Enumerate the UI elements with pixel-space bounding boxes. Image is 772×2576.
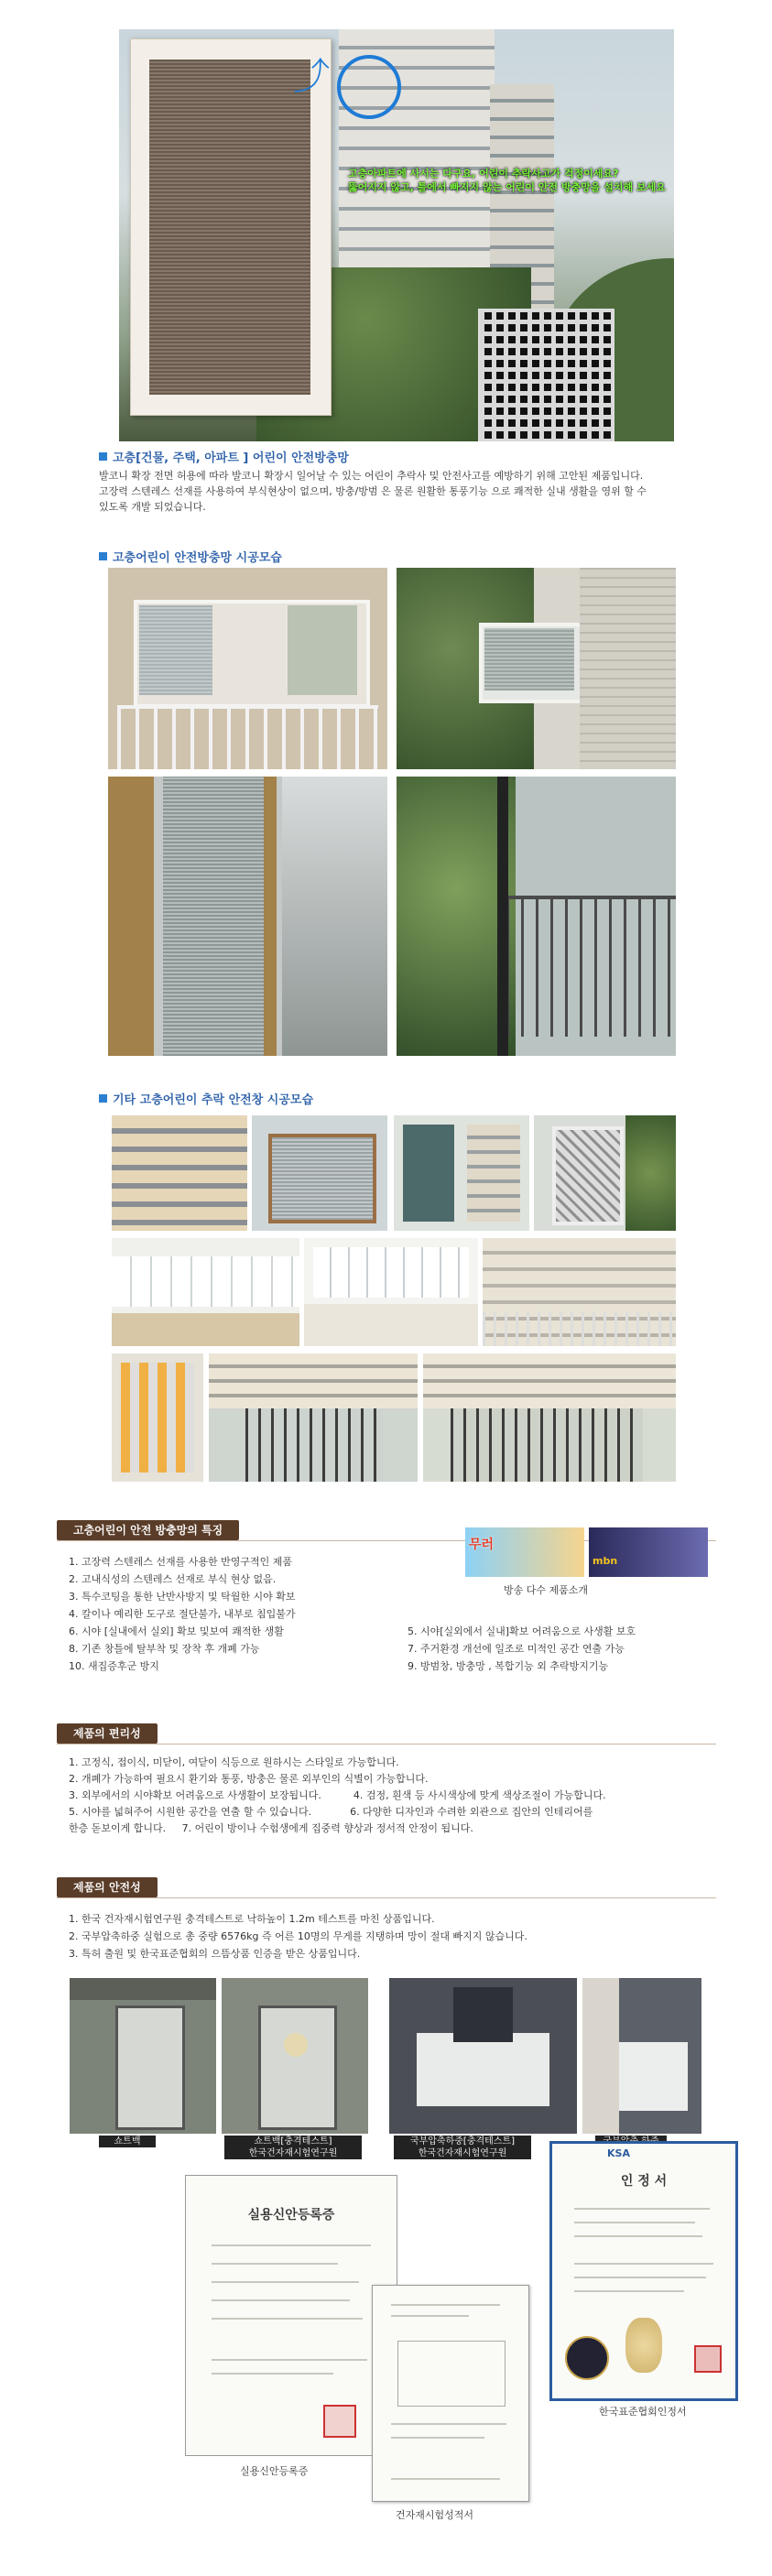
other-photo-1 (112, 1115, 247, 1231)
media-badge-1: 무러 (469, 1538, 495, 1552)
other-photo-2 (252, 1115, 387, 1231)
screen-mesh (149, 60, 310, 395)
feature-item: 6. 시야 [실내에서 실외] 확보 및보여 쾌적한 생활 (69, 1625, 284, 1637)
install-photo-4 (397, 777, 676, 1056)
seal-stamp (323, 2405, 356, 2438)
other-photo-4 (534, 1115, 676, 1231)
certificate-ksa (549, 2141, 738, 2401)
safety-line: 1. 한국 건자재시험연구원 충격테스트로 낙하높이 1.2m 테스트를 마친 상품입니다. (69, 1913, 435, 1925)
certificate-utility-model (185, 2175, 397, 2456)
tv-media-image-2 (589, 1527, 708, 1577)
safety-tab: 제품의 안전성 (57, 1877, 158, 1897)
media-caption: 방송 다수 제품소개 (504, 1584, 589, 1596)
highlight-circle (337, 55, 401, 119)
features-tab: 고층어린이 안전 방충망의 특징 (57, 1520, 239, 1540)
cert2-label: 건자재시험성적서 (396, 2509, 474, 2521)
section1-line3: 있도록 개발 되었습니다. (99, 501, 206, 513)
cert3-mark: KSA (607, 2147, 630, 2159)
feature-item: 10. 새집증후군 방지 (69, 1660, 159, 1672)
safety-list (69, 1910, 737, 1962)
other-photo-10 (423, 1353, 676, 1482)
section2-heading: 고층어린이 안전방충망 시공모습 (99, 548, 282, 565)
gold-emblem (625, 2318, 662, 2373)
hero-caption (348, 167, 669, 194)
test-caption-2-line1: 쇼트백[충격테스트] (254, 2136, 332, 2147)
test-photo-compression (389, 1978, 577, 2134)
test-caption-2 (224, 2136, 362, 2159)
other-photo-5 (112, 1238, 299, 1346)
test-caption-2-line2: 한국건자재시험연구원 (248, 2148, 338, 2158)
convenience-line: 1. 고정식, 접이식, 미닫이, 여닫이 식등으로 원하시는 스타일로 가능합니다. (69, 1756, 399, 1768)
red-stamp (694, 2345, 722, 2373)
section3-heading: 기타 고층어린이 추락 안전창 시공모습 (99, 1090, 313, 1107)
test-photo-load (582, 1978, 701, 2134)
feature-item: 3. 특수코팅을 통한 난반사방지 및 탁월한 시야 확보 (69, 1591, 296, 1603)
convenience-tab: 제품의 편리성 (57, 1723, 158, 1744)
hero-caption-line1: 고층아파트에 사시는 다구요, 어린이 추락사고가 걱정이세요? (348, 168, 619, 179)
feature-item: 9. 방범창, 방충망 , 복합기능 외 추락방지기능 (408, 1660, 609, 1672)
safety-divider (57, 1897, 716, 1898)
cert3-title: 인 정 서 (620, 2174, 668, 2189)
convenience-list (69, 1755, 737, 1837)
convenience-line: 한층 돋보이게 합니다. 7. 어린이 방이나 수험생에게 집중력 향상과 정서적 안정이 됩니다. (69, 1822, 473, 1834)
other-photo-3 (394, 1115, 529, 1231)
other-photo-9 (209, 1353, 418, 1482)
safety-line: 3. 특허 출원 및 한국표준협회의 으뜸상품 인증을 받은 상품입니다. (69, 1948, 361, 1960)
ksa-seal (565, 2336, 609, 2380)
feature-item: 5. 시야[실외에서 실내]확보 어려움으로 사생활 보호 (408, 1625, 636, 1637)
test-caption-3-line2: 한국건자재시험연구원 (418, 2148, 507, 2158)
install-photo-2 (397, 568, 676, 769)
install-photo-1 (108, 568, 387, 769)
cert1-title: 실용신안등록증 (247, 2208, 335, 2223)
hero-caption-line2: 뚫어지지 않고, 틀에서 빠지지 않는 어린이 안전 방충망을 설치해 보세요 (348, 181, 666, 193)
feature-item: 8. 기존 창틀에 탈부착 및 장착 후 개폐 가능 (69, 1643, 260, 1655)
test-caption-3-line1: 국부압축하중[충격테스트] (409, 2136, 516, 2147)
test-photo-shortbag (70, 1978, 216, 2134)
section1-line1: 발코니 확장 전면 허용에 따라 발코니 확장시 일어날 수 있는 어린이 추락사 및 안전사고를 예방하기 위해 고안된 제품입니다. (99, 470, 644, 482)
convenience-line: 5. 시야를 넓혀주어 시원한 공간을 연출 할 수 있습니다. 6. 다양한 디자인과 수려한 외관으로 집안의 인테리어를 (69, 1806, 593, 1818)
test-photo-impact (222, 1978, 368, 2134)
feature-item: 1. 고장력 스텐레스 선재를 사용한 반영구적인 제품 (69, 1556, 292, 1568)
feature-item: 4. 칼이나 예리한 도구로 절단불가, 내부로 침입불가 (69, 1608, 296, 1620)
media-badge-2: mbn (593, 1555, 618, 1567)
mesh-closeup (478, 309, 614, 441)
install-photo-3 (108, 777, 387, 1056)
convenience-divider (57, 1744, 716, 1745)
test-caption-3 (394, 2136, 531, 2159)
cert3-label: 한국표준협회인정서 (599, 2406, 687, 2418)
convenience-line: 2. 개폐가 가능하여 필요시 환기와 통풍, 방충은 물론 외부인의 식별이 가능합니다. (69, 1773, 429, 1785)
section1-line2: 고장력 스텐레스 선재를 사용하여 부식현상이 없으며, 방충/방범 은 물론 원활한 통풍기능 으로 쾌적한 실내 생활을 영위 할 수 (99, 485, 647, 497)
other-photo-8 (112, 1353, 203, 1482)
safety-line: 2. 국부압축하중 실험으로 총 중량 6576kg 즉 어른 10명의 무게를 지탱하며 망이 절대 빠지지 않습니다. (69, 1930, 527, 1942)
features-left-list (69, 1553, 435, 1675)
hero-photo (119, 29, 674, 441)
other-photo-6 (304, 1238, 478, 1346)
convenience-line: 3. 외부에서의 시야확보 어려움으로 사생활이 보장됩니다. 4. 검정, 흰색 등 사시색상에 맞게 색상조절이 가능합니다. (69, 1789, 606, 1801)
cert1-label: 실용신안등록증 (240, 2465, 309, 2477)
certificate-test-report (372, 2285, 529, 2502)
feature-item: 7. 주거환경 개선에 일조로 미적인 공간 연출 가능 (408, 1643, 625, 1655)
tv-media-image-1 (465, 1527, 584, 1577)
feature-item: 2. 고내식성의 스텐레스 선재로 부식 현상 없음. (69, 1573, 277, 1585)
other-photo-7 (483, 1238, 676, 1346)
section1-heading: 고층[건물, 주택, 아파트 ] 어린이 안전방충망 (99, 448, 349, 465)
test-caption-1: 쇼트백 (99, 2136, 156, 2147)
arrow-icon: ⤴ (293, 56, 330, 98)
section1-paragraph (99, 468, 740, 515)
features-right-list (408, 1623, 737, 1675)
